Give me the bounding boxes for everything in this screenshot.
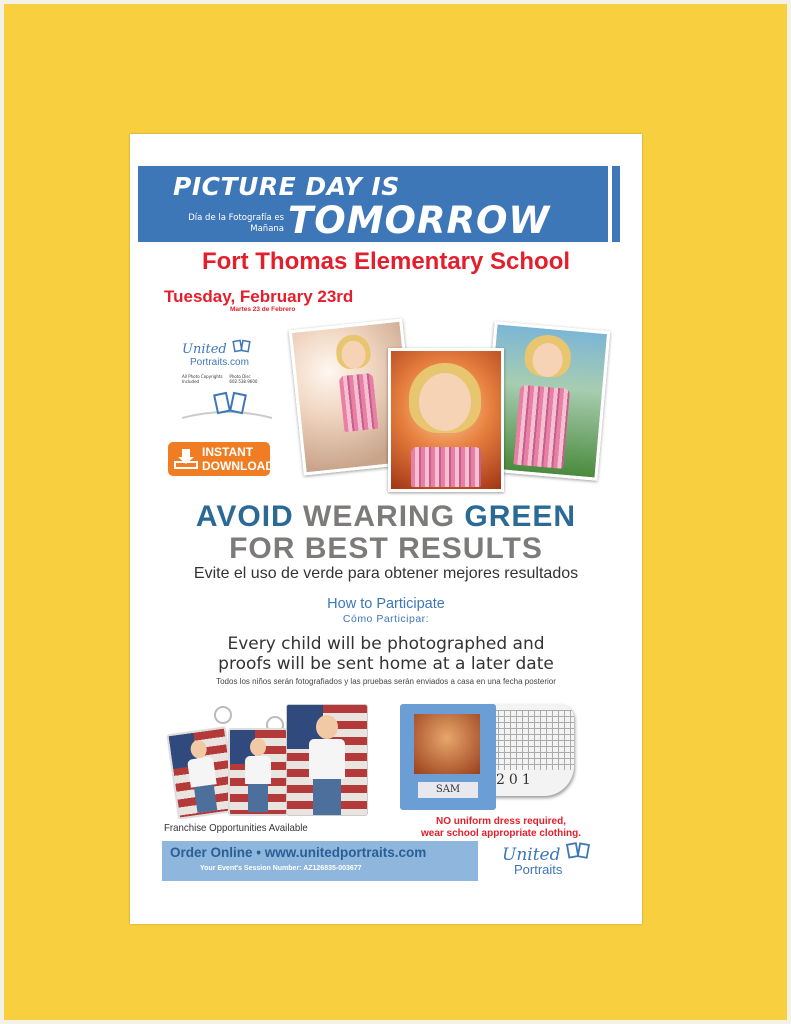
order-online-bar (162, 841, 478, 881)
como-participar: Cómo Participar: (342, 613, 430, 625)
puzzle-photo (286, 704, 368, 816)
event-date-spanish: Martes 23 de Febrero (230, 306, 296, 313)
download-label: DOWNLOAD (202, 459, 274, 473)
participation-text (130, 634, 642, 674)
frames-graphic-icon (182, 388, 272, 422)
participation-line1: Every child will be photographed and (227, 634, 545, 654)
bottom-logo-brand: United (502, 845, 561, 865)
logo-domain: Portraits.com (190, 357, 249, 368)
keychain-2 (228, 728, 288, 816)
order-url-link[interactable]: www.unitedportraits.com (264, 845, 427, 860)
banner-spanish: Día de la Fotografía es Mañana (188, 213, 284, 234)
event-date: Tuesday, February 23rd (164, 287, 354, 306)
instant-label: INSTANT (202, 445, 254, 459)
green-word: GREEN (464, 500, 577, 533)
frames-icon (232, 339, 252, 353)
banner-line2: TOMORROW (288, 199, 551, 242)
bottom-logo-portraits: Portraits (514, 862, 563, 877)
calendar-name: SAM (418, 782, 478, 798)
session-number: Your Event's Session Number: AZ126835-003677 (200, 865, 362, 872)
franchise-text: Franchise Opportunities Available (164, 822, 308, 834)
avoid-word: AVOID (195, 500, 294, 533)
calendar-photo (414, 714, 480, 774)
calendar-year: 201 (496, 772, 535, 788)
participation-line2: proofs will be sent home at a later date (218, 654, 554, 674)
keyring-icon (214, 706, 232, 724)
how-to-participate: How to Participate (327, 596, 445, 612)
logo-note-right: Photo Disc 602.538.9600 (229, 374, 258, 384)
keychain-1 (166, 726, 237, 820)
logo-brand: United (182, 342, 227, 357)
picture-day-flyer (130, 134, 642, 924)
best-results-heading: FOR BEST RESULTS (229, 532, 543, 565)
title-banner (138, 166, 620, 242)
calendar-magnet (400, 704, 576, 812)
banner-tab (612, 166, 620, 242)
frames-icon (566, 842, 592, 860)
bottom-united-portraits-logo (502, 842, 602, 877)
wearing-word: WEARING (303, 500, 456, 533)
avoid-heading (130, 500, 642, 534)
order-online-text (170, 845, 426, 860)
order-prefix: Order Online • (170, 845, 265, 860)
sample-photo-center (388, 348, 504, 492)
school-name: Fort Thomas Elementary School (201, 248, 571, 275)
logo-note-left: All Photo Copyrights Included (182, 374, 223, 384)
calendar-photo-frame (400, 704, 496, 810)
dress-code-note (398, 816, 604, 840)
download-icon (173, 446, 199, 472)
avoid-spanish: Evite el uso de verde para obtener mejores resultados (193, 565, 579, 582)
united-portraits-logo (182, 338, 262, 426)
banner-line1: PICTURE DAY IS (173, 172, 400, 201)
participation-spanish: Todos los niños serán fotografiados y las pruebas serán enviados a casa en una fecha posterior (216, 677, 556, 686)
dress-code-line1: NO uniform dress required, (435, 816, 567, 827)
instant-download-badge (168, 442, 274, 476)
dress-code-line2: wear school appropriate clothing. (420, 828, 582, 839)
